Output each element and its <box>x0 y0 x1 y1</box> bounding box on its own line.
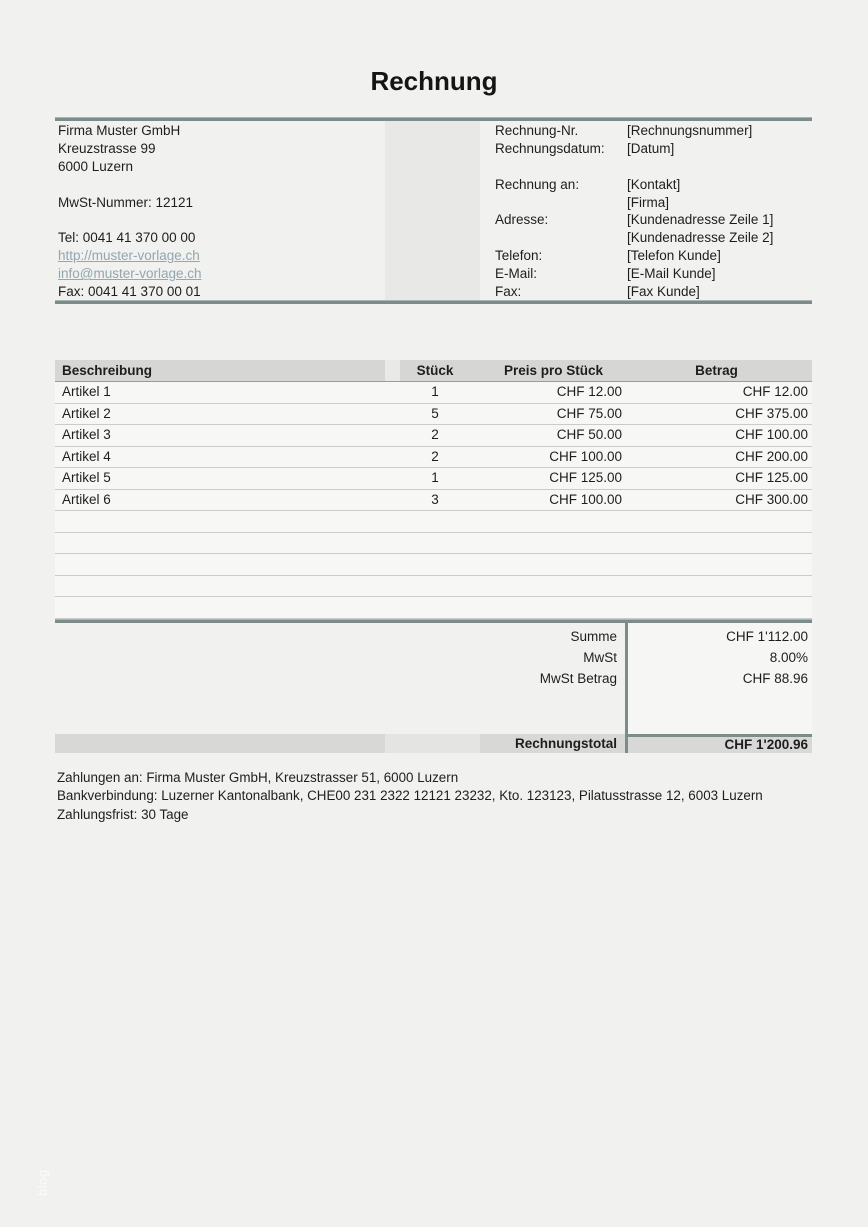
meta-value: [Rechnungsnummer] <box>627 123 753 138</box>
meta-value: [E-Mail Kunde] <box>627 266 716 282</box>
cell-unit-price: CHF 75.00 <box>556 405 622 421</box>
cell-unit-price: CHF 100.00 <box>549 448 622 464</box>
meta-label: E-Mail: <box>495 266 538 282</box>
header-amount: Betrag <box>695 363 738 378</box>
table-row <box>55 425 812 447</box>
cell-unit-price: CHF 100.00 <box>549 491 622 507</box>
table-header-row <box>55 360 812 382</box>
cell-description: Artikel 1 <box>62 384 111 399</box>
cell-quantity: 2 <box>431 448 439 464</box>
cell-amount: CHF 12.00 <box>742 384 808 399</box>
meta-row <box>495 211 812 229</box>
table-row <box>55 404 812 426</box>
meta-label <box>495 229 627 247</box>
meta-value: [Datum] <box>627 140 675 156</box>
items-table <box>55 360 812 753</box>
cell-quantity: 5 <box>431 405 439 421</box>
vat-rate-value: 8.00% <box>769 649 808 665</box>
cell-description: Artikel 6 <box>62 491 111 507</box>
meta-label: Adresse: <box>495 212 549 228</box>
vat-rate-label: MwSt <box>583 649 617 665</box>
cell-unit-price: CHF 12.00 <box>556 384 622 399</box>
subtotal-label: Summe <box>570 628 617 644</box>
meta-value <box>627 158 812 176</box>
empty-table-row <box>55 554 812 576</box>
header-spacer-box <box>385 121 480 300</box>
header-quantity: Stück <box>416 363 454 378</box>
blog-watermark: blog <box>35 1169 50 1196</box>
sender-street: Kreuzstrasse 99 <box>58 140 156 156</box>
cell-quantity: 1 <box>431 384 439 399</box>
cell-description: Artikel 5 <box>62 470 111 485</box>
cell-quantity: 3 <box>431 491 439 507</box>
cell-description: Artikel 2 <box>62 405 111 421</box>
empty-table-row <box>55 597 812 619</box>
meta-label <box>495 194 627 212</box>
sender-name: Firma Muster GmbH <box>58 123 181 138</box>
grand-total-label: Rechnungstotal <box>55 734 625 753</box>
meta-row <box>495 229 812 247</box>
cell-amount: CHF 200.00 <box>735 448 808 464</box>
empty-table-row <box>55 576 812 598</box>
meta-value: [Kundenadresse Zeile 1] <box>627 212 774 228</box>
table-row <box>55 490 812 512</box>
vat-amount-value: CHF 88.96 <box>742 671 808 687</box>
meta-label: Rechnungsdatum: <box>495 140 605 156</box>
payment-footer <box>57 769 837 824</box>
sender-fax: Fax: 0041 41 370 00 01 <box>58 284 201 300</box>
meta-label: Rechnung an: <box>495 176 580 192</box>
meta-row <box>495 122 812 140</box>
meta-row <box>495 283 812 301</box>
sender-email-link[interactable]: info@muster-vorlage.ch <box>58 266 202 282</box>
cell-amount: CHF 100.00 <box>735 427 808 442</box>
header-unit-price: Preis pro Stück <box>503 363 604 378</box>
spacer-line <box>58 211 378 229</box>
cell-amount: CHF 300.00 <box>735 491 808 507</box>
totals-vertical-divider <box>625 623 628 753</box>
meta-label: Telefon: <box>495 248 543 264</box>
meta-label: Fax: <box>495 284 522 300</box>
meta-value: [Firma] <box>627 194 669 210</box>
meta-value: [Telefon Kunde] <box>627 248 721 264</box>
meta-value: [Kundenadresse Zeile 2] <box>627 230 774 246</box>
meta-row <box>495 140 812 158</box>
meta-row <box>495 265 812 283</box>
sender-website-link[interactable]: http://muster-vorlage.ch <box>58 248 200 264</box>
grand-total-value: CHF 1'200.96 <box>628 734 812 753</box>
vat-amount-label: MwSt Betrag <box>539 671 617 687</box>
meta-value: [Kontakt] <box>627 176 681 192</box>
bank-details-line: Bankverbindung: Luzerner Kantonalbank, CHE00 231 2322 12121 23232, Kto. 123123, Pilatusstrasse 12, 6003 Luzern <box>57 788 763 804</box>
spacer-line <box>58 176 378 194</box>
sender-block <box>58 122 378 301</box>
meta-row <box>495 194 812 212</box>
cell-unit-price: CHF 50.00 <box>556 427 622 442</box>
cell-amount: CHF 125.00 <box>735 470 808 485</box>
invoice-meta-block <box>495 122 812 301</box>
header-bottom-divider <box>55 300 812 304</box>
payment-terms-line: Zahlungsfrist: 30 Tage <box>57 806 189 822</box>
sender-city: 6000 Luzern <box>58 158 134 174</box>
empty-table-row <box>55 511 812 533</box>
meta-value: [Fax Kunde] <box>627 284 700 300</box>
table-row <box>55 468 812 490</box>
cell-quantity: 2 <box>431 427 439 442</box>
meta-row <box>495 158 812 176</box>
invoice-header <box>55 121 812 300</box>
cell-quantity: 1 <box>431 470 439 485</box>
totals-section <box>55 623 812 753</box>
table-row <box>55 382 812 404</box>
grand-total-row <box>55 734 812 753</box>
cell-description: Artikel 3 <box>62 427 111 442</box>
table-row <box>55 447 812 469</box>
meta-row <box>495 247 812 265</box>
totals-labels <box>55 626 625 690</box>
subtotal-value: CHF 1'112.00 <box>726 628 808 644</box>
totals-values <box>628 623 812 734</box>
cell-description: Artikel 4 <box>62 448 111 464</box>
cell-amount: CHF 375.00 <box>735 405 808 421</box>
empty-table-row <box>55 533 812 555</box>
meta-row <box>495 176 812 194</box>
page-title: Rechnung <box>370 66 498 96</box>
meta-label: Rechnung-Nr. <box>495 123 579 138</box>
cell-unit-price: CHF 125.00 <box>549 470 622 485</box>
payment-recipient-line: Zahlungen an: Firma Muster GmbH, Kreuzstrasser 51, 6000 Luzern <box>57 770 459 785</box>
sender-vat-number: MwSt-Nummer: 12121 <box>58 194 194 210</box>
sender-phone: Tel: 0041 41 370 00 00 <box>58 230 196 246</box>
meta-label <box>495 158 627 176</box>
header-description: Beschreibung <box>62 363 153 378</box>
